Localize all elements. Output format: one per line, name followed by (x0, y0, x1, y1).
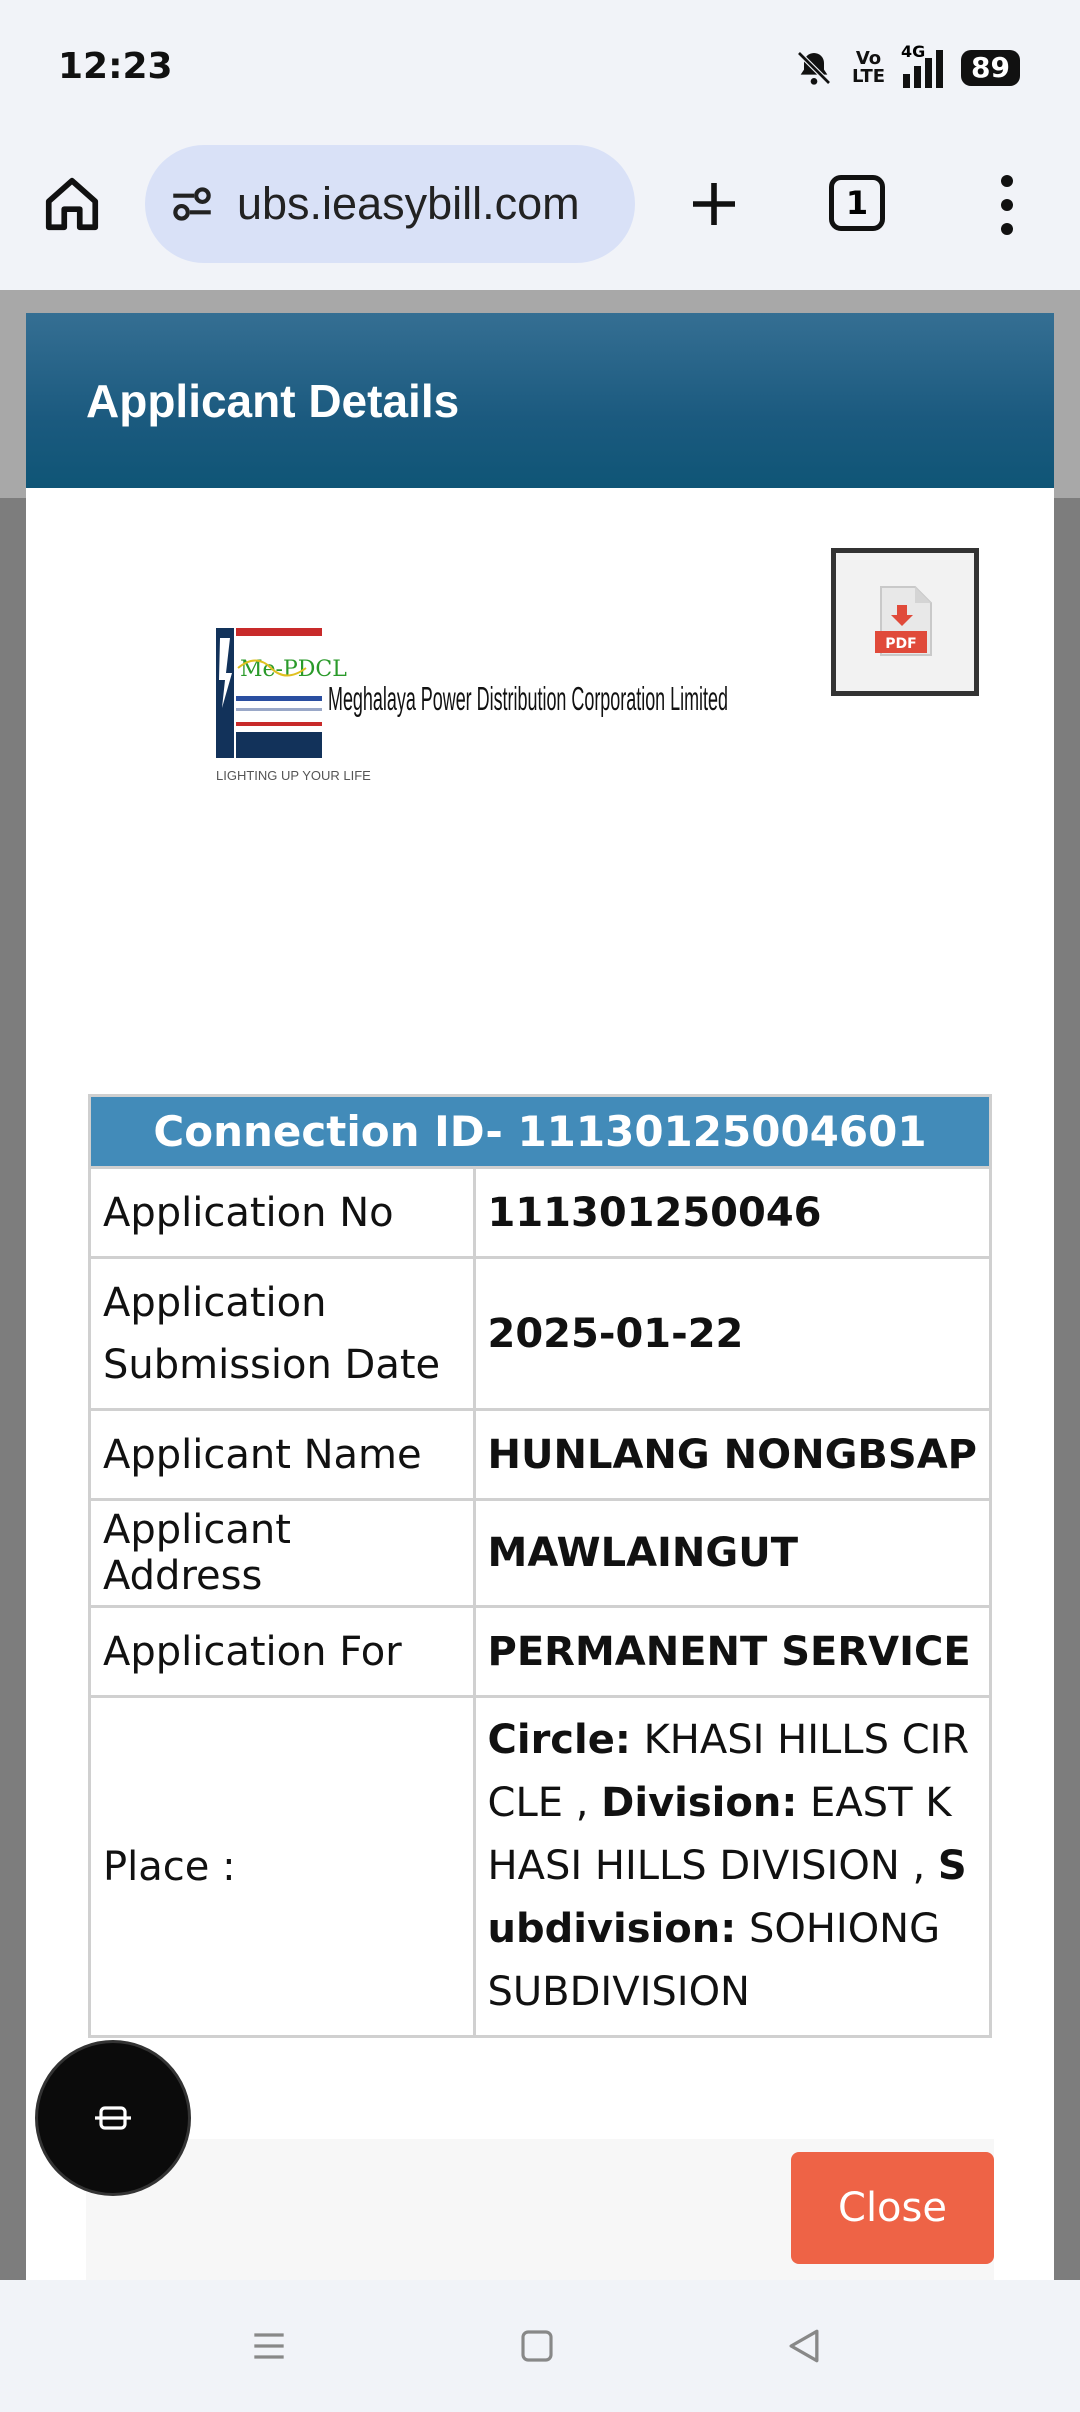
logo-tagline: LIGHTING UP YOUR LIFE (216, 768, 371, 783)
mute-bell-icon (794, 48, 834, 88)
place-value (474, 1697, 990, 2037)
row-value: 2025-01-22 (474, 1258, 990, 1410)
url-text[interactable]: ubs.ieasybill.com (237, 178, 580, 229)
logo-mark: Me-PDCL (240, 657, 347, 682)
subdivision-value: SOHIONG SUBDIVISION (487, 1906, 941, 2015)
tune-icon[interactable] (167, 179, 217, 229)
company-logo (216, 598, 736, 798)
modal-header (26, 313, 1054, 488)
subdivision-label: Subdivision: (487, 1843, 967, 1952)
menu-lines-icon (247, 2324, 291, 2368)
square-icon (516, 2325, 558, 2367)
system-nav-bar (0, 2280, 1080, 2412)
signal-icon (901, 42, 943, 88)
pdf-download-icon (875, 585, 935, 659)
table-row (90, 1258, 991, 1410)
details-table (88, 1094, 992, 2038)
tab-switcher-button[interactable]: 1 (829, 175, 885, 231)
new-tab-button[interactable] (680, 170, 748, 238)
home-button[interactable] (38, 170, 106, 238)
table-row (90, 1500, 991, 1607)
more-vert-icon[interactable] (985, 175, 1029, 235)
table-row (90, 1607, 991, 1697)
modal-footer (86, 2139, 994, 2280)
row-value: PERMANENT SERVICE (474, 1607, 990, 1697)
row-label: Application Submission Date (90, 1258, 475, 1410)
row-label: Application No (90, 1168, 475, 1258)
plus-icon (686, 176, 742, 232)
status-icons (794, 42, 1020, 90)
signal-type: 4G (901, 42, 926, 61)
volte-bottom: LTE (851, 66, 886, 87)
home-icon (41, 173, 103, 235)
battery-indicator: 89 (961, 50, 1020, 86)
address-bar[interactable] (145, 145, 635, 263)
row-value: MAWLAINGUT (474, 1500, 990, 1607)
applicant-details-modal (26, 313, 1054, 2280)
division-value: EAST KHASI HILLS DIVISION , (487, 1780, 952, 1889)
status-time: 12:23 (58, 46, 173, 87)
volte-icon (852, 50, 885, 86)
row-value: 111301250046 (474, 1168, 990, 1258)
pdf-label: PDF (885, 636, 917, 652)
nav-home-button[interactable] (501, 2310, 573, 2382)
connection-id-header: Connection ID- 11130125004601 (90, 1096, 991, 1168)
division-label: Division: (601, 1780, 798, 1826)
triangle-back-icon (782, 2324, 826, 2368)
floating-action-button[interactable] (35, 2040, 191, 2196)
logo-text: Meghalaya Power Distribution Corporation Limited (328, 680, 728, 717)
circle-value: KHASI HILLS CIRCLE , (487, 1717, 970, 1826)
row-label: Application For (90, 1607, 475, 1697)
screen-capture-icon (89, 2094, 137, 2142)
nav-back-button[interactable] (768, 2310, 840, 2382)
pdf-download-button[interactable] (831, 548, 979, 696)
table-row (90, 1168, 991, 1258)
circle-label: Circle: (487, 1717, 631, 1763)
place-label: Place : (90, 1697, 475, 2037)
modal-title: Applicant Details (86, 374, 460, 427)
table-row-place (90, 1697, 991, 2037)
row-label: Applicant Name (90, 1410, 475, 1500)
row-label: Applicant Address (90, 1500, 475, 1607)
volte-top: Vo (855, 48, 882, 69)
row-value: HUNLANG NONGBSAP (474, 1410, 990, 1500)
status-bar (0, 0, 1080, 140)
table-row (90, 1410, 991, 1500)
close-button[interactable]: Close (791, 2152, 994, 2264)
browser-toolbar (0, 140, 1080, 290)
nav-recents-button[interactable] (233, 2310, 305, 2382)
